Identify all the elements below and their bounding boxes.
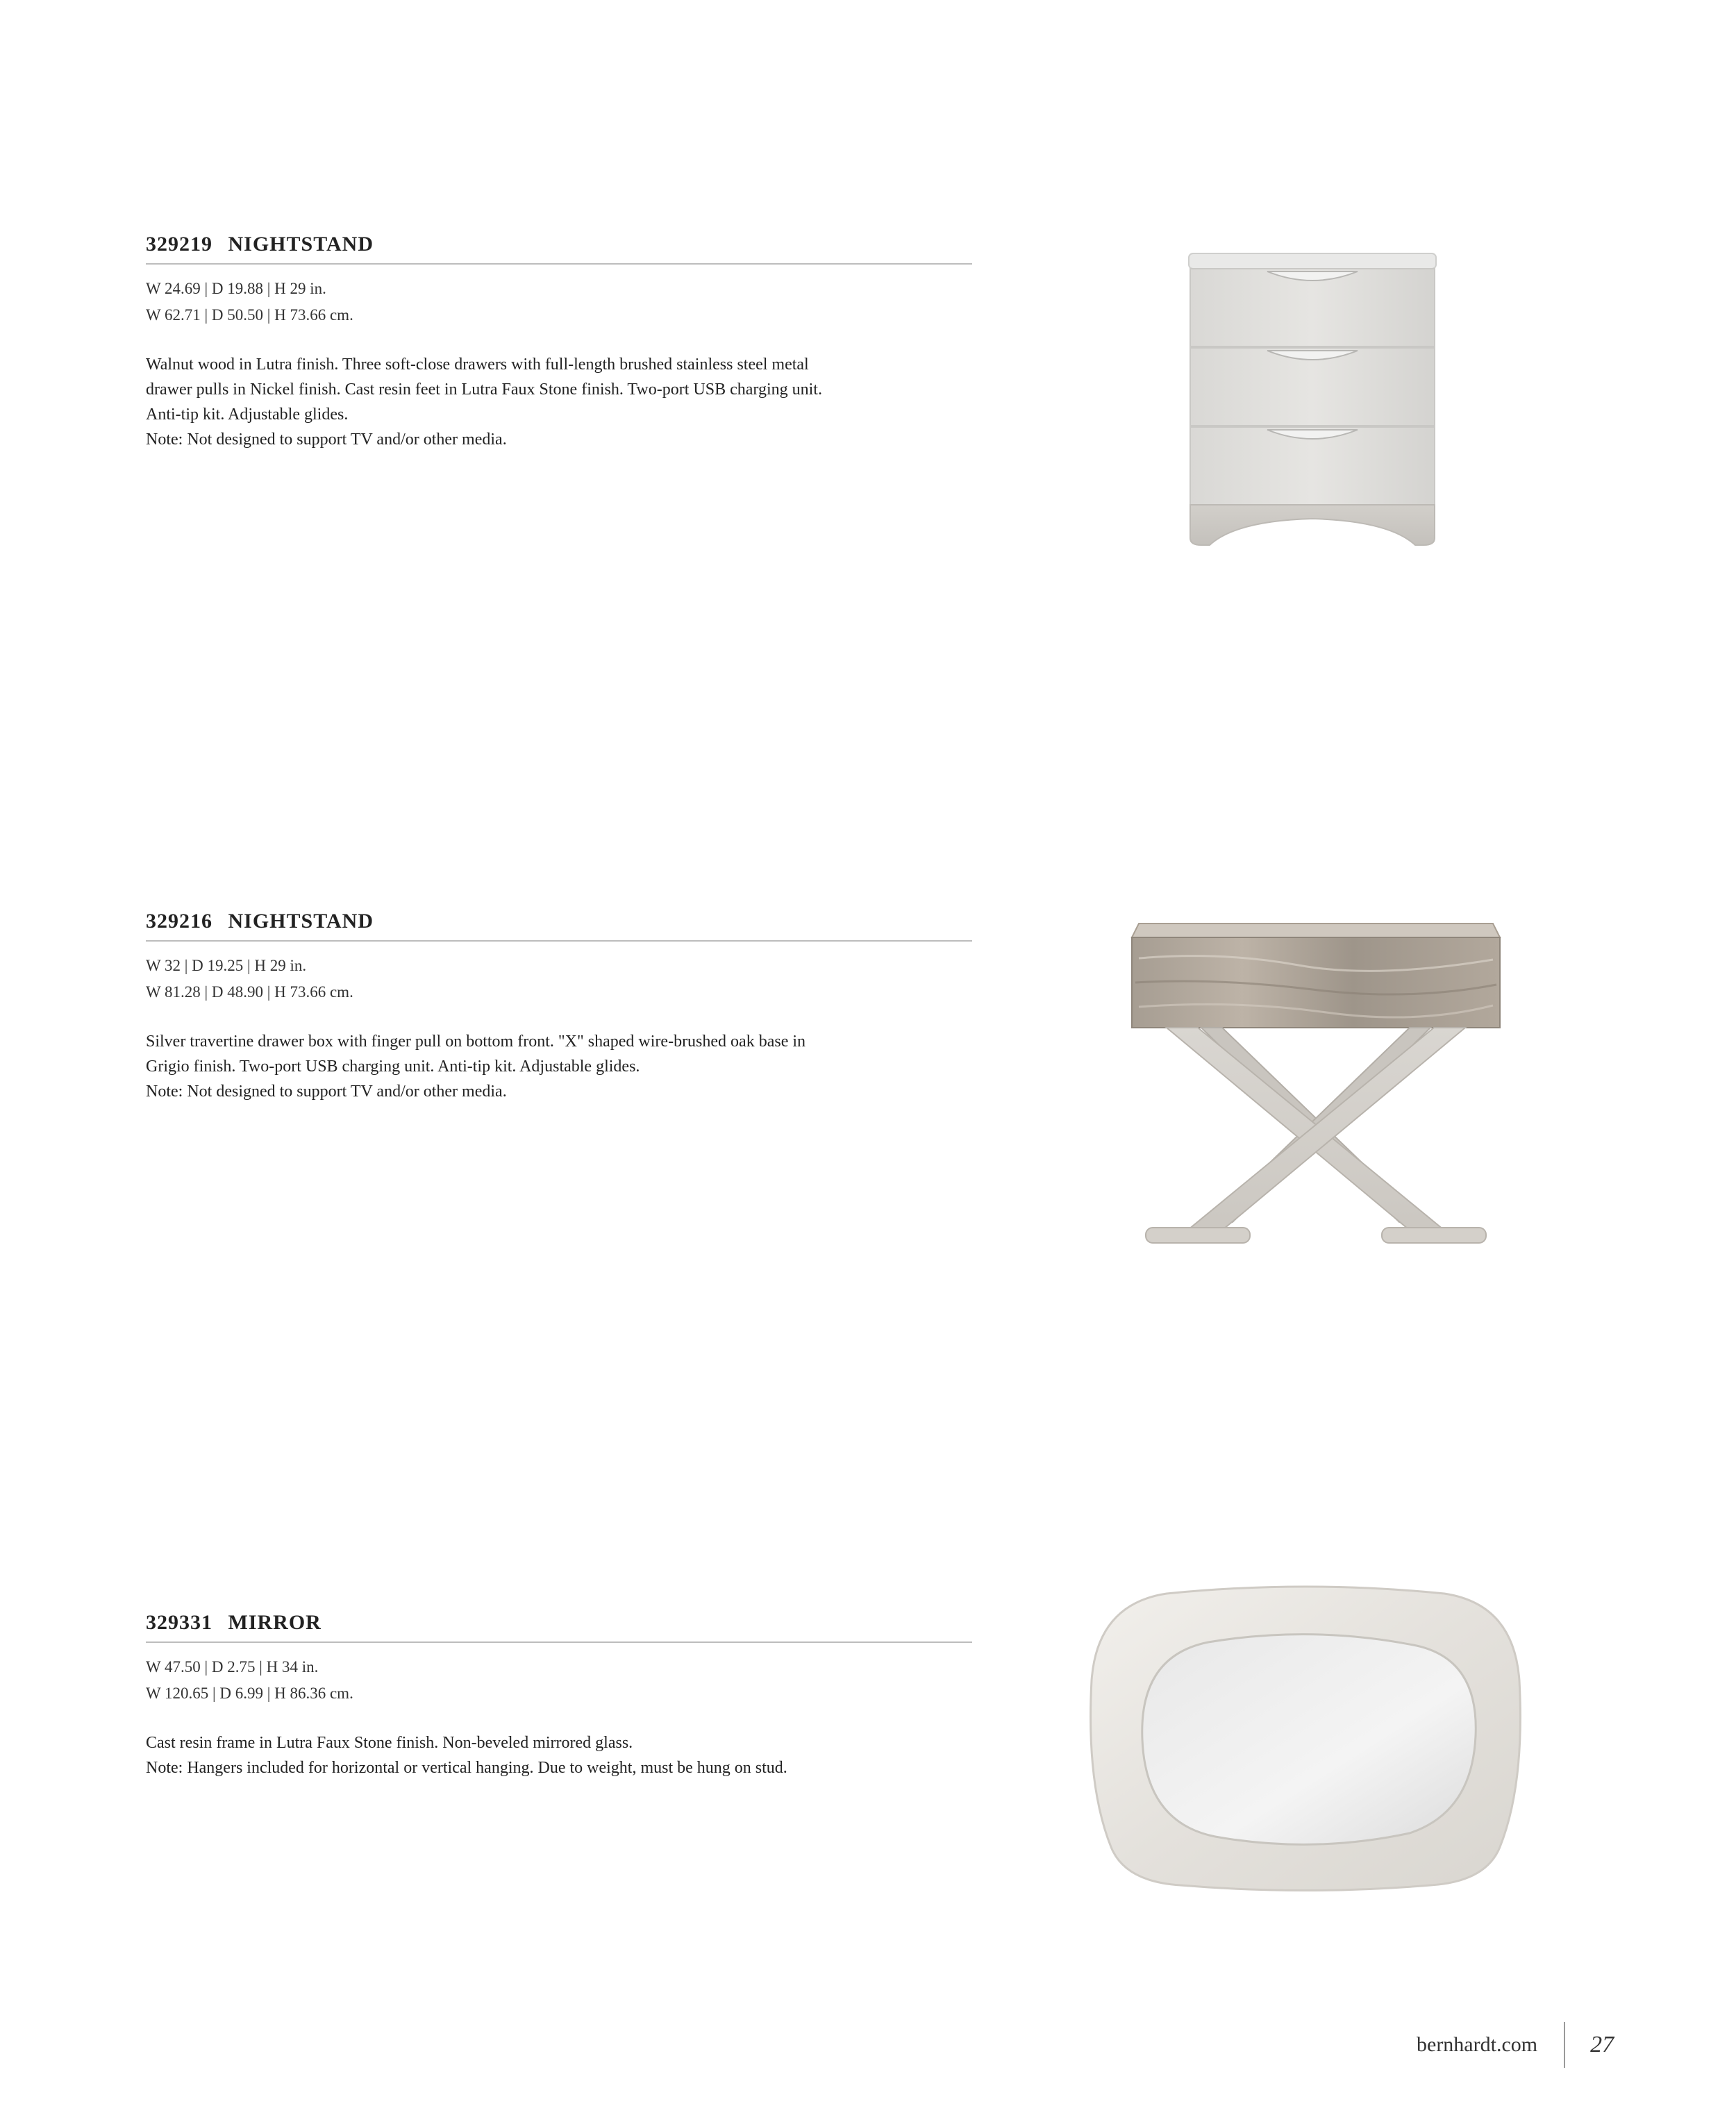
product-name: NIGHTSTAND bbox=[228, 910, 374, 933]
nightstand-x-base-illustration bbox=[1118, 917, 1514, 1264]
dimensions-inches: W 24.69 | D 19.88 | H 29 in. bbox=[146, 280, 326, 297]
dimensions-inches: W 32 | D 19.25 | H 29 in. bbox=[146, 957, 307, 974]
description-line: Cast resin frame in Lutra Faux Stone finish. Non-beveled mirrored glass. bbox=[146, 1734, 633, 1752]
nightstand-drawers-illustration bbox=[1180, 240, 1444, 552]
dimensions-cm: W 120.65 | D 6.99 | H 86.36 cm. bbox=[146, 1685, 353, 1702]
dimensions bbox=[146, 276, 972, 328]
product-329216 bbox=[146, 910, 972, 1104]
product-title bbox=[146, 1611, 972, 1643]
product-name: NIGHTSTAND bbox=[228, 233, 374, 256]
product-title bbox=[146, 233, 972, 265]
description-note: Note: Hangers included for horizontal or vertical hanging. Due to weight, must be hung on stud. bbox=[146, 1759, 787, 1777]
description-line: Anti-tip kit. Adjustable glides. bbox=[146, 406, 349, 424]
product-sku: 329331 bbox=[146, 1611, 212, 1634]
product-title bbox=[146, 910, 972, 942]
product-sku: 329219 bbox=[146, 233, 212, 256]
nightstand-drawers-image bbox=[1180, 240, 1444, 555]
description-line: Grigio finish. Two-port USB charging unit. Anti-tip kit. Adjustable glides. bbox=[146, 1058, 640, 1076]
footer-divider bbox=[1564, 2022, 1565, 2068]
description bbox=[146, 1029, 972, 1104]
description-note: Note: Not designed to support TV and/or other media. bbox=[146, 431, 507, 449]
mirror-image bbox=[1083, 1576, 1528, 1899]
description bbox=[146, 352, 972, 452]
mirror-illustration bbox=[1083, 1576, 1528, 1896]
nightstand-x-base-image bbox=[1118, 917, 1514, 1267]
description bbox=[146, 1730, 972, 1780]
product-329331 bbox=[146, 1611, 972, 1780]
dimensions-cm: W 62.71 | D 50.50 | H 73.66 cm. bbox=[146, 306, 353, 324]
description-line: drawer pulls in Nickel finish. Cast resin feet in Lutra Faux Stone finish. Two-port USB charging unit. bbox=[146, 381, 822, 399]
dimensions bbox=[146, 1654, 972, 1707]
description-line: Silver travertine drawer box with finger pull on bottom front. "X" shaped wire-brushed oak base in bbox=[146, 1033, 806, 1051]
website-link[interactable]: bernhardt.com bbox=[1417, 2033, 1538, 2056]
product-sku: 329216 bbox=[146, 910, 212, 933]
description-note: Note: Not designed to support TV and/or other media. bbox=[146, 1083, 507, 1101]
dimensions bbox=[146, 953, 972, 1005]
description-line: Walnut wood in Lutra finish. Three soft-close drawers with full-length brushed stainless steel metal bbox=[146, 356, 809, 374]
page-footer bbox=[1417, 2024, 1614, 2066]
dimensions-cm: W 81.28 | D 48.90 | H 73.66 cm. bbox=[146, 983, 353, 1001]
product-329219 bbox=[146, 233, 972, 452]
product-name: MIRROR bbox=[228, 1611, 322, 1634]
page-number: 27 bbox=[1590, 2032, 1614, 2057]
dimensions-inches: W 47.50 | D 2.75 | H 34 in. bbox=[146, 1658, 319, 1676]
